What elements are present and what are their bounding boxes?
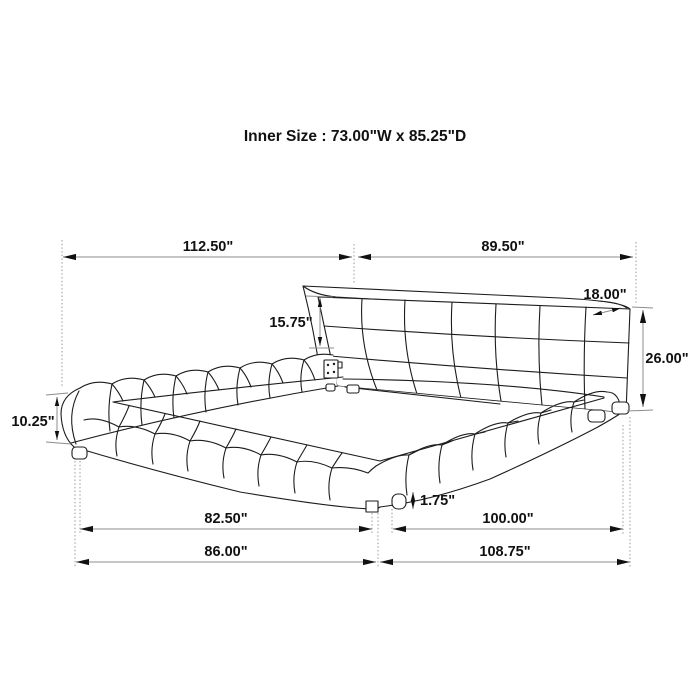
bracket-hole-4 [333, 371, 335, 373]
dim-label-top-span-right: 89.50" [481, 239, 525, 255]
bracket-hole-2 [333, 363, 335, 365]
right-side-foot-2 [612, 402, 629, 414]
headboard-foot-2 [347, 385, 359, 393]
bed-drawing [61, 286, 630, 512]
dim-label-bottom-inner-right: 100.00" [482, 511, 534, 527]
bracket-tab [338, 362, 342, 368]
dim-label-headboard-above-rail: 15.75" [269, 315, 313, 331]
front-left-leg [72, 447, 87, 459]
front-center-round-foot [392, 494, 406, 509]
dimension-leg-height [413, 492, 455, 509]
dim-label-top-span-left: 112.50" [182, 239, 234, 255]
headboard-foot-1 [326, 384, 335, 391]
bracket-hole-1 [327, 364, 329, 366]
dimension-headboard-height [627, 307, 689, 411]
dim-label-bottom-outer-right: 108.75" [479, 544, 531, 560]
front-center-square-foot [366, 501, 378, 512]
dim-label-headboard-depth: 18.00" [583, 287, 627, 303]
dim-label-bottom-inner-left: 82.50" [204, 511, 248, 527]
bracket-hole-3 [327, 372, 329, 374]
dim-label-bottom-outer-left: 86.00" [204, 544, 248, 560]
dim-label-headboard-height: 26.00" [645, 351, 689, 367]
dim-label-leg-height: 1.75" [420, 493, 456, 509]
inner-size-title: Inner Size : 73.00"W x 85.25"D [243, 128, 467, 145]
right-side-foot-1 [588, 410, 605, 422]
dim-label-rail-height: 10.25" [11, 414, 55, 430]
bracket-plate [324, 360, 338, 378]
